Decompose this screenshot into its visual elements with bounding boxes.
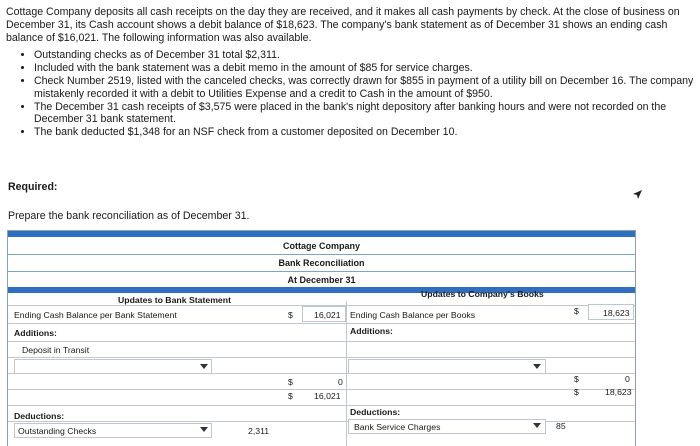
bank-deductions-label: Deductions: [14, 411, 65, 421]
dollar-sign: $ [288, 391, 293, 401]
fact-item: • Included with the bank statement was a debit memo in the amount of $85 for service charges. [34, 62, 694, 75]
book-additions-label: Additions: [350, 326, 393, 336]
header-band [8, 231, 635, 237]
fact-item: • The December 31 cash receipts of $3,575 were placed in the bank's night depository after banking hours and were not recorded on the December 31 bank statement. [34, 101, 694, 127]
book-additions-total: 0 [625, 374, 630, 384]
bank-service-charges-amount: 85 [556, 421, 566, 431]
chevron-down-icon[interactable] [200, 427, 208, 432]
bank-additions-total: 0 [338, 377, 343, 387]
company-name: Cottage Company [282, 241, 360, 251]
dollar-sign: $ [574, 374, 579, 384]
facts-list [6, 49, 694, 139]
required-heading: Required: [8, 181, 58, 193]
dollar-sign: $ [574, 387, 579, 397]
fact-item: • Check Number 2519, listed with the canceled checks, was correctly drawn for $855 in payment of a utility bill on December 16. The company mistakenly recorded it with a debit to Utilities Expense and a credit to Cash in the amount of $950. [34, 75, 694, 101]
bank-addition-item-input[interactable] [14, 359, 212, 374]
chevron-down-icon[interactable] [533, 364, 541, 369]
book-deductions-label: Deductions: [350, 407, 401, 417]
book-side-header: Updates to Company's Books [421, 289, 544, 299]
bank-ending-label: Ending Cash Balance per Bank Statement [14, 310, 177, 320]
book-ending-label: Ending Cash Balance per Books [350, 310, 476, 320]
problem-statement [6, 6, 694, 139]
prepare-instruction: Prepare the bank reconciliation as of December 31. [8, 210, 250, 222]
book-addition-item-input[interactable] [348, 359, 546, 374]
deposit-in-transit-label: Deposit in Transit [22, 345, 90, 355]
dollar-sign: $ [288, 310, 293, 320]
statement-title: Bank Reconciliation [278, 258, 365, 268]
chevron-down-icon[interactable] [533, 423, 541, 428]
outstanding-checks-label: Outstanding Checks [18, 426, 97, 436]
chevron-down-icon[interactable] [200, 364, 208, 369]
bank-adjusted-balance: 16,021 [314, 391, 341, 401]
statement-date: At December 31 [287, 275, 356, 285]
book-ending-balance: 18,623 [603, 308, 630, 318]
bank-ending-balance: 16,021 [314, 310, 341, 320]
bank-reconciliation-table [7, 230, 636, 446]
dollar-sign: $ [288, 377, 293, 387]
bank-side-header: Updates to Bank Statement [118, 295, 231, 305]
bank-additions-label: Additions: [14, 328, 57, 338]
bank-service-charges-label: Bank Service Charges [354, 422, 441, 432]
fact-item: • Outstanding checks as of December 31 total $2,311. [34, 49, 694, 62]
book-adjusted-balance: 18,623 [605, 387, 632, 397]
problem-intro: Cottage Company deposits all cash receipts on the day they are received, and it makes all cash payments by check. At the close of business on December 31, its Cash account shows a debit balance of $18,623. The company's bank statement as of December 31 shows an ending cash balance of $16,021. The following information was also available. [6, 6, 680, 44]
mouse-cursor-icon [631, 189, 643, 201]
outstanding-checks-amount: 2,311 [248, 426, 270, 436]
dollar-sign: $ [574, 306, 579, 316]
fact-item: • The bank deducted $1,348 for an NSF check from a customer deposited on December 10. [34, 126, 694, 139]
